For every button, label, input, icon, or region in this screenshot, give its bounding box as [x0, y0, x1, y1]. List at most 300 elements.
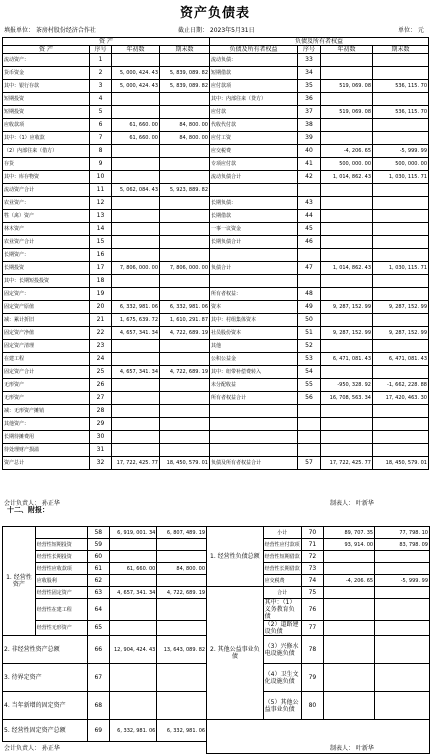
seq-cell: 63 — [88, 587, 109, 599]
amount-cell — [160, 223, 210, 236]
seq-cell: 51 — [298, 327, 321, 340]
amount-cell — [375, 664, 430, 692]
table-row — [3, 223, 429, 236]
item-cell: 经营性在建工程 — [35, 599, 87, 621]
amount-cell: 12, 904, 424. 43 — [109, 636, 157, 664]
table-row — [3, 80, 429, 93]
seq-cell: 80 — [301, 692, 323, 720]
amount-cell — [160, 54, 210, 67]
amount-cell: -4, 206. 65 — [321, 145, 373, 158]
item-cell: 负债合计 — [210, 262, 298, 275]
amount-cell — [157, 575, 207, 587]
amount-cell — [373, 184, 429, 197]
seq-cell — [298, 184, 321, 197]
item-cell — [35, 527, 87, 539]
amount-cell — [321, 223, 373, 236]
column-header: 年初数 — [112, 46, 160, 54]
item-cell: 其中：内部往来（贷方） — [210, 93, 298, 106]
amount-cell: 6, 332, 981. 06 — [109, 720, 157, 742]
seq-cell: 61 — [88, 563, 109, 575]
seq-cell: 34 — [298, 67, 321, 80]
item-cell: 减：累计折旧 — [3, 314, 90, 327]
amount-cell — [373, 132, 429, 145]
amount-cell: 7, 806, 000. 00 — [112, 262, 160, 275]
amount-cell — [160, 106, 210, 119]
amount-cell: -950, 328. 92 — [321, 379, 373, 392]
seq-cell: 55 — [298, 379, 321, 392]
amount-cell — [375, 563, 430, 575]
amount-cell: 77, 798. 10 — [375, 527, 430, 539]
amount-cell — [373, 405, 429, 418]
amount-cell — [160, 249, 210, 262]
item-cell: 短期投资 — [3, 106, 90, 119]
table-row — [3, 93, 429, 106]
amount-cell: -5, 999. 99 — [373, 145, 429, 158]
table-row — [3, 54, 429, 67]
seq-cell: 69 — [88, 720, 109, 742]
amount-cell — [375, 636, 430, 664]
amount-cell — [112, 418, 160, 431]
seq-cell: 37 — [298, 106, 321, 119]
item-cell: 应交税费 — [263, 575, 301, 587]
amount-cell — [375, 599, 430, 621]
seq-cell: 59 — [88, 539, 109, 551]
amount-cell — [373, 431, 429, 444]
seq-cell: 22 — [90, 327, 112, 340]
column-header: 负债及所有者权益 — [210, 46, 298, 54]
table-row — [3, 210, 429, 223]
amount-cell — [112, 145, 160, 158]
amount-cell — [160, 275, 210, 288]
amount-cell — [321, 314, 373, 327]
table-row — [3, 106, 429, 119]
accountant-sig: 会计负责人： 孙正华 — [4, 500, 60, 507]
amount-cell — [112, 93, 160, 106]
item-cell: 短期投资 — [3, 93, 90, 106]
amount-cell — [109, 551, 157, 563]
item-cell — [210, 184, 298, 197]
item-cell: 代收代付款 — [210, 119, 298, 132]
amount-cell — [321, 418, 373, 431]
amount-cell: 16, 708, 563. 34 — [321, 392, 373, 405]
seq-cell: 77 — [301, 621, 323, 636]
item-cell: 长期负债合计 — [210, 236, 298, 249]
amount-cell — [157, 599, 207, 621]
item-cell: 其中：（1）应收款 — [3, 132, 90, 145]
item-cell: 短期借款 — [210, 67, 298, 80]
item-cell: 农业资产： — [3, 197, 90, 210]
amount-cell: 84, 800. 00 — [160, 119, 210, 132]
item-cell: 无形资产 — [3, 379, 90, 392]
amount-cell — [373, 275, 429, 288]
seq-cell: 49 — [298, 301, 321, 314]
item-cell: 未分配收益 — [210, 379, 298, 392]
amount-cell: 519, 069. 08 — [321, 106, 373, 119]
seq-cell: 64 — [88, 599, 109, 621]
item-cell: 固定资产原值 — [3, 301, 90, 314]
seq-cell: 50 — [298, 314, 321, 327]
amount-cell — [321, 444, 373, 457]
seq-cell: 20 — [90, 301, 112, 314]
seq-cell: 19 — [90, 288, 112, 301]
amount-cell: 13, 643, 089. 82 — [157, 636, 207, 664]
seq-cell: 24 — [90, 353, 112, 366]
table-row — [3, 275, 429, 288]
amount-cell: -4, 206. 65 — [324, 575, 375, 587]
column-header: 期末数 — [373, 46, 429, 54]
amount-cell — [324, 551, 375, 563]
item-cell: 固定资产净值 — [3, 327, 90, 340]
item-cell: 社员股份资本 — [210, 327, 298, 340]
item-cell — [210, 275, 298, 288]
accountant-sig-2: 会计负责人： 孙正华 — [4, 745, 60, 752]
amount-cell: 84, 800. 00 — [157, 563, 207, 575]
amount-cell: 536, 115. 70 — [373, 80, 429, 93]
amount-cell — [112, 379, 160, 392]
item-cell — [210, 249, 298, 262]
amount-cell — [112, 171, 160, 184]
amount-cell: 4, 657, 341. 34 — [109, 587, 157, 599]
item-cell: 3. 待界定资产 — [3, 664, 88, 692]
column-header: 序号 — [90, 46, 112, 54]
amount-cell — [375, 621, 430, 636]
item-cell: 应付款项 — [210, 80, 298, 93]
item-cell: 经营性应付款项 — [263, 539, 301, 551]
table-row — [3, 379, 429, 392]
seq-cell: 72 — [301, 551, 323, 563]
table-row — [3, 184, 429, 197]
amount-cell — [112, 444, 160, 457]
seq-cell: 60 — [88, 551, 109, 563]
amount-cell — [157, 664, 207, 692]
seq-cell: 40 — [298, 145, 321, 158]
amount-cell: 5, 923, 889. 82 — [160, 184, 210, 197]
seq-cell: 12 — [90, 197, 112, 210]
seq-cell: 48 — [298, 288, 321, 301]
table-row — [3, 236, 429, 249]
item-cell: 应付款 — [210, 106, 298, 119]
liab-group-label: 2. 其他公益事业负债 — [207, 587, 264, 720]
amount-cell — [324, 621, 375, 636]
liab-group-label: 1. 经营性负债总额 — [207, 527, 264, 587]
amount-cell — [112, 236, 160, 249]
seq-cell: 11 — [90, 184, 112, 197]
amount-cell — [160, 288, 210, 301]
amount-cell — [321, 184, 373, 197]
amount-cell — [373, 223, 429, 236]
item-cell: 其中：村组集体资本 — [210, 314, 298, 327]
item-cell: 流动负债： — [210, 54, 298, 67]
table-row — [3, 132, 429, 145]
item-cell — [210, 418, 298, 431]
seq-cell: 10 — [90, 171, 112, 184]
preparer-sig-2: 制表人： 叶新华 — [330, 745, 374, 752]
item-cell: 专项应付款 — [210, 158, 298, 171]
amount-cell — [324, 587, 375, 599]
amount-cell — [109, 539, 157, 551]
amount-cell — [373, 444, 429, 457]
amount-cell — [160, 93, 210, 106]
amount-cell: 89, 707. 35 — [324, 527, 375, 539]
table-row — [3, 288, 429, 301]
amount-cell — [109, 664, 157, 692]
seq-cell: 23 — [90, 340, 112, 353]
amount-cell — [112, 288, 160, 301]
amount-cell — [157, 551, 207, 563]
amount-cell — [373, 54, 429, 67]
item-cell: 经营性短期投资 — [35, 539, 87, 551]
amount-cell — [160, 431, 210, 444]
appendix-title: 十二、附报： — [7, 506, 49, 514]
amount-cell — [112, 210, 160, 223]
amount-cell: 9, 287, 152. 99 — [321, 327, 373, 340]
seq-cell — [298, 418, 321, 431]
table-row — [3, 262, 429, 275]
amount-cell: 4, 722, 689. 19 — [157, 587, 207, 599]
seq-cell: 62 — [88, 575, 109, 587]
seq-cell: 76 — [301, 599, 323, 621]
amount-cell — [112, 106, 160, 119]
item-cell: 2. 非经营性资产总额 — [3, 636, 88, 664]
amount-cell: 84, 800. 00 — [160, 132, 210, 145]
appendix-table — [2, 526, 430, 754]
amount-cell: 18, 450, 579. 01 — [373, 457, 429, 470]
amount-cell: 5, 000, 424. 43 — [112, 67, 160, 80]
amount-cell — [324, 599, 375, 621]
seq-cell: 71 — [301, 539, 323, 551]
amount-cell — [160, 158, 210, 171]
balance-sheet-table — [2, 37, 429, 470]
amount-cell — [160, 145, 210, 158]
table-row — [3, 197, 429, 210]
amount-cell: 61, 660. 00 — [112, 119, 160, 132]
table-row — [3, 171, 429, 184]
item-cell: 所有者权益合计 — [210, 392, 298, 405]
table-row — [3, 444, 429, 457]
seq-cell: 27 — [90, 392, 112, 405]
seq-cell — [298, 275, 321, 288]
amount-cell: 5, 062, 084. 43 — [112, 184, 160, 197]
amount-cell — [373, 93, 429, 106]
amount-cell: 1, 030, 115. 71 — [373, 171, 429, 184]
seq-cell: 4 — [90, 93, 112, 106]
amount-cell: 5, 839, 089. 82 — [160, 80, 210, 93]
amount-cell — [157, 621, 207, 636]
item-cell: 无形资产 — [3, 392, 90, 405]
item-cell: 资本 — [210, 301, 298, 314]
item-cell: 长期借款 — [210, 210, 298, 223]
item-cell: 5. 经营性固定资产总额 — [3, 720, 88, 742]
assets-group-header: 资 产 — [3, 38, 210, 46]
seq-cell: 68 — [88, 692, 109, 720]
amount-cell: 6, 332, 981. 06 — [157, 720, 207, 742]
amount-cell — [373, 236, 429, 249]
item-cell: 固定资产合计 — [3, 366, 90, 379]
amount-cell — [321, 288, 373, 301]
table-row — [3, 527, 430, 539]
amount-cell: 61, 660. 00 — [112, 132, 160, 145]
amount-cell — [160, 444, 210, 457]
seq-cell: 32 — [90, 457, 112, 470]
item-cell: 经营性短期借款 — [263, 551, 301, 563]
item-cell: 存货 — [3, 158, 90, 171]
seq-cell: 57 — [298, 457, 321, 470]
column-header: 序号 — [298, 46, 321, 54]
item-cell: 4. 当年新增的固定资产 — [3, 692, 88, 720]
item-cell: 小计 — [263, 527, 301, 539]
amount-cell: -5, 999. 99 — [375, 575, 430, 587]
item-cell: 流动资产： — [3, 54, 90, 67]
amount-cell — [321, 54, 373, 67]
item-cell: 应交税费 — [210, 145, 298, 158]
amount-cell — [321, 340, 373, 353]
seq-cell: 25 — [90, 366, 112, 379]
amount-cell: 4, 722, 689. 19 — [160, 327, 210, 340]
table-row — [3, 720, 430, 742]
seq-cell: 15 — [90, 236, 112, 249]
amount-cell — [112, 54, 160, 67]
seq-cell: 28 — [90, 405, 112, 418]
item-cell: 其中：纽带补偿费转入 — [210, 366, 298, 379]
seq-cell: 13 — [90, 210, 112, 223]
seq-cell: 30 — [90, 431, 112, 444]
seq-cell: 67 — [88, 664, 109, 692]
amount-cell: -1, 662, 228. 88 — [373, 379, 429, 392]
amount-cell — [160, 418, 210, 431]
table-row — [3, 67, 429, 80]
amount-cell — [109, 621, 157, 636]
item-cell: 合计 — [263, 587, 301, 599]
amount-cell — [321, 197, 373, 210]
column-header: 年初数 — [321, 46, 373, 54]
item-cell: 负债及所有者权益合计 — [210, 457, 298, 470]
item-cell: 其他资产： — [3, 418, 90, 431]
amount-cell — [321, 236, 373, 249]
seq-cell: 39 — [298, 132, 321, 145]
item-cell: 减：无形资产摊销 — [3, 405, 90, 418]
amount-cell: 17, 722, 425. 77 — [321, 457, 373, 470]
item-cell: 长期投资 — [3, 262, 90, 275]
amount-cell — [324, 664, 375, 692]
item-cell: 长期负债： — [210, 197, 298, 210]
amount-cell: 61, 660. 00 — [109, 563, 157, 575]
column-header: 资 产 — [3, 46, 90, 54]
amount-cell: 6, 471, 081. 43 — [321, 353, 373, 366]
table-row — [3, 314, 429, 327]
item-cell: 经营性无形资产 — [35, 621, 87, 636]
table-row — [3, 301, 429, 314]
item-cell: 其中：（1）义务教育负债 — [263, 599, 301, 621]
amount-cell — [321, 67, 373, 80]
seq-cell: 78 — [301, 636, 323, 664]
table-row — [3, 249, 429, 262]
amount-cell — [321, 132, 373, 145]
amount-cell: 500, 000. 00 — [321, 158, 373, 171]
seq-cell: 26 — [90, 379, 112, 392]
amount-cell — [375, 587, 430, 599]
item-cell — [210, 431, 298, 444]
seq-cell: 75 — [301, 587, 323, 599]
preparer-sig: 制表人： 叶新华 — [330, 500, 374, 507]
amount-cell: 519, 069. 08 — [321, 80, 373, 93]
seq-cell: 14 — [90, 223, 112, 236]
amount-cell: 500, 000. 00 — [373, 158, 429, 171]
amount-cell: 6, 332, 981. 06 — [160, 301, 210, 314]
amount-cell — [375, 692, 430, 720]
item-cell: （5）其他公益事业负债 — [263, 692, 301, 720]
seq-cell: 65 — [88, 621, 109, 636]
amount-cell: 1, 030, 115. 71 — [373, 262, 429, 275]
seq-cell: 3 — [90, 80, 112, 93]
amount-cell: 17, 722, 425. 77 — [112, 457, 160, 470]
seq-cell: 46 — [298, 236, 321, 249]
seq-cell: 52 — [298, 340, 321, 353]
item-cell: 经营性长期投资 — [35, 551, 87, 563]
amount-cell — [157, 539, 207, 551]
amount-cell — [112, 158, 160, 171]
amount-cell — [160, 405, 210, 418]
item-cell: 经营性长期借款 — [263, 563, 301, 575]
unit-label: 单位： 元 — [398, 27, 424, 34]
seq-cell — [298, 405, 321, 418]
table-row — [3, 457, 429, 470]
seq-cell: 70 — [301, 527, 323, 539]
item-cell: 一事一议资金 — [210, 223, 298, 236]
item-cell: 林木资产 — [3, 223, 90, 236]
column-header: 期末数 — [160, 46, 210, 54]
seq-cell: 2 — [90, 67, 112, 80]
table-row — [3, 340, 429, 353]
seq-cell — [298, 249, 321, 262]
seq-cell: 36 — [298, 93, 321, 106]
amount-cell: 1, 675, 639. 72 — [112, 314, 160, 327]
seq-cell — [298, 444, 321, 457]
amount-cell: 6, 919, 001. 34 — [109, 527, 157, 539]
amount-cell: 93, 914. 00 — [324, 539, 375, 551]
seq-cell: 44 — [298, 210, 321, 223]
item-cell: 长期待摊费用 — [3, 431, 90, 444]
amount-cell: 17, 420, 463. 30 — [373, 392, 429, 405]
amount-cell — [112, 431, 160, 444]
seq-cell: 18 — [90, 275, 112, 288]
liab-group-header: 负债及所有者权益 — [210, 38, 429, 46]
amount-cell: 6, 471, 081. 43 — [373, 353, 429, 366]
amount-cell: 18, 450, 579. 01 — [160, 457, 210, 470]
table-row — [3, 353, 429, 366]
seq-cell: 29 — [90, 418, 112, 431]
table-row — [3, 431, 429, 444]
amount-cell — [160, 340, 210, 353]
seq-cell: 1 — [90, 54, 112, 67]
item-cell: 流动负债合计 — [210, 171, 298, 184]
amount-cell: 1, 014, 862. 43 — [321, 262, 373, 275]
empty-cell — [207, 720, 430, 754]
amount-cell — [321, 249, 373, 262]
item-cell: 应收股利 — [35, 575, 87, 587]
asset-group-label: 1. 经营性资产 — [3, 527, 36, 636]
item-cell: 货币资金 — [3, 67, 90, 80]
item-cell: 牲（禽）资产 — [3, 210, 90, 223]
amount-cell: 4, 657, 341. 34 — [112, 366, 160, 379]
amount-cell — [109, 692, 157, 720]
item-cell: 其中：长期短投投资 — [3, 275, 90, 288]
amount-cell — [160, 210, 210, 223]
amount-cell — [112, 249, 160, 262]
reporting-unit: 填报单位： 茶房村股份经济合作社 — [4, 27, 96, 34]
item-cell: 应收款项 — [3, 119, 90, 132]
amount-cell — [373, 119, 429, 132]
amount-cell — [160, 197, 210, 210]
